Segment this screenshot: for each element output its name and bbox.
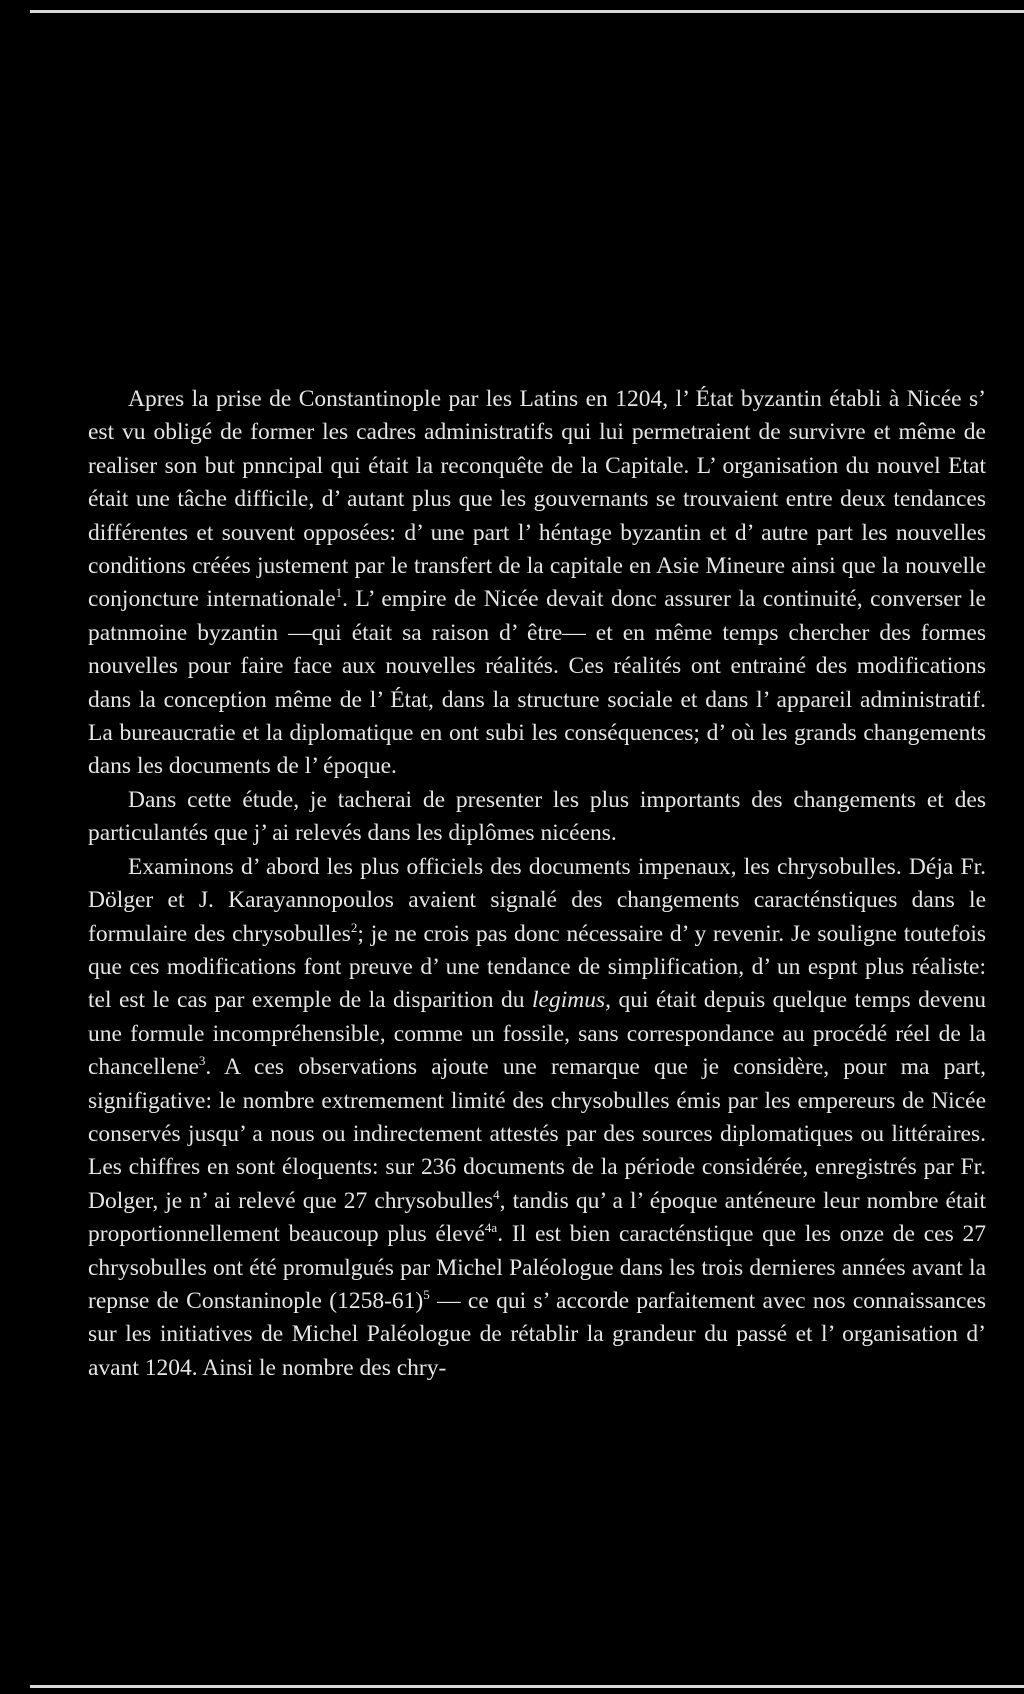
text-run: . Il est bien caracténstique que les onze de ces 27 chrysobulles ont été promulgués par Michel Paléologue dans les trois dernieres années avant la repnse de Constaninople (1258-61)	[88, 1221, 986, 1314]
italic-term: legimus	[532, 987, 606, 1014]
footnote-marker: 3	[198, 1053, 206, 1069]
footnote-marker: 4	[493, 1186, 500, 1202]
bottom-rule	[30, 1685, 1024, 1688]
text-run: Dans cette étude, je tacherai de presenter les plus importants des changements et des particulantés que j’ ai relevés dans les diplômes nicéens.	[88, 786, 986, 847]
top-rule	[30, 10, 1024, 13]
footnote-marker: 2	[350, 919, 358, 935]
paragraph	[88, 851, 986, 1386]
text-run: Examinons d’ abord les plus officiels des documents impenaux, les chrysobulles. Déja Fr. Dölger et J. Karayannopoulos avaient signalé des changements caracténstiques dans le formulaire des chrysobulles	[88, 853, 986, 947]
text-run: ; je ne crois pas donc nécessaire d’ y revenir. Je souligne toutefois que ces modifications font preuve d’ une tendance de simplification, d’ un espnt plus réaliste: tel est le cas par exemple de la disparition du	[88, 920, 986, 1014]
text-run: . L’ empire de Nicée devait donc assurer la continuité, converser le patnmoine byzantin —qui était sa raison d’ être— et en même temps chercher des formes nouvelles pour faire face aux nouvelles réalités. Ces réalités ont entrainé des modifications dans la conception même de l’ État, dans la structure sociale et dans l’ appareil administratif. La bureaucratie et la diplomatique en ont subi les conséquences; d’ où les grands changements dans les documents de l’ époque.	[88, 586, 986, 780]
text-run: , qui était depuis quelque temps devenu une formule incompréhensible, comme un fossile, sans correspondance au procédé réel de la chancellene	[88, 987, 987, 1081]
footnote-marker: 1	[335, 585, 343, 601]
paragraph	[88, 784, 986, 851]
text-run: , tandis qu’ a l’ époque anténeure leur nombre était proportionnellement beaucoup plus élevé	[88, 1187, 986, 1248]
paragraph	[88, 383, 986, 784]
footnote-marker: 4a	[484, 1220, 498, 1236]
footnote-marker: 5	[423, 1286, 430, 1302]
text-run: Apres la prise de Constantinople par les Latins en 1204, l’ État byzantin établi à Nicée s’ est vu obligé de former les cadres administratifs qui lui permetraient de survivre et même de realiser son but pnncipal qui était la reconquête de la Capitale. L’ organisation du nouvel Etat était une tâche difficile, d’ autant plus que les gouvernants se trouvaient entre deux tendances différentes et souvent opposées: d’ une part l’ héntage byzantin et d’ autre part les nouvelles conditions créées justement par le transfert de la capitale en Asie Mineure ainsi que la nouvelle conjoncture internationale	[88, 386, 986, 613]
text-run: . A ces observations ajoute une remarque que je considère, pour ma part, signifigative: le nombre extremement limité des chrysobulles émis par les empereurs de Nicée conservés jusqu’ a nous ou indirectement attestés par des sources diplomatiques ou littéraires. Les chiffres en sont éloquents: sur 236 documents de la période considérée, enregistrés par Fr. Dolger, je n’ ai relevé que 27 chrysobulles	[88, 1054, 986, 1214]
body-text	[88, 383, 986, 1385]
text-run: — ce qui s’ accorde parfaitement avec nos connaissances sur les initiatives de Michel Paléologue de rétablir la grandeur du passé et l’ organisation d’ avant 1204. Ainsi le nombre des chry-	[88, 1287, 986, 1381]
